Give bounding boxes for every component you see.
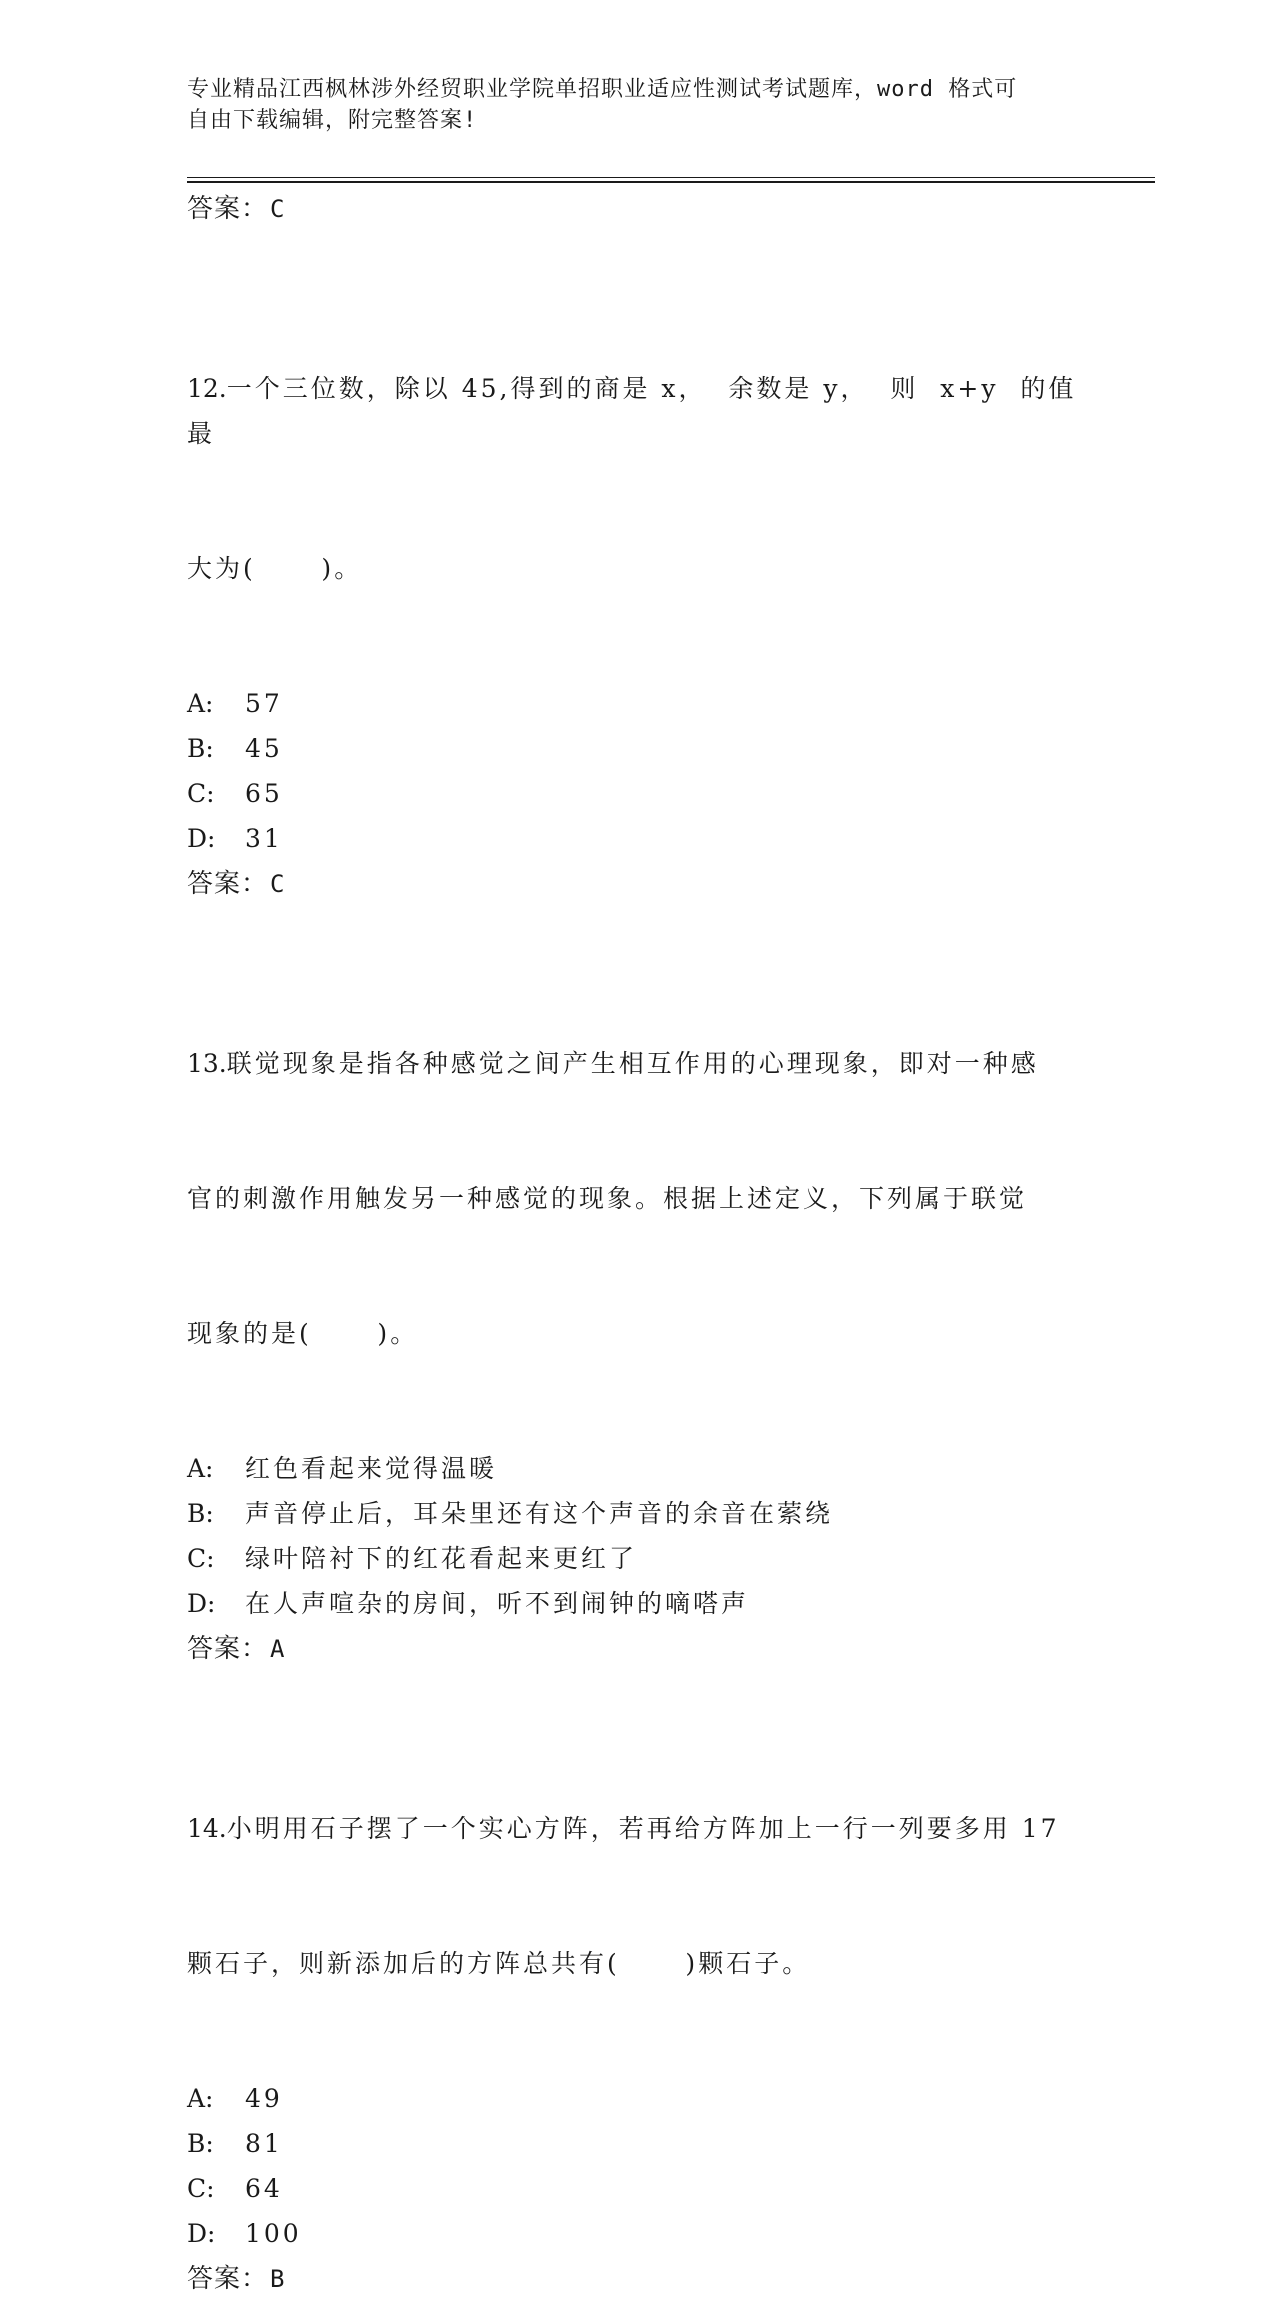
answer-label: 答案： <box>187 1634 269 1664</box>
option-a <box>187 1446 1087 1491</box>
option-label: C: <box>187 779 215 808</box>
question-12 <box>187 276 1087 907</box>
option-d <box>187 816 1087 861</box>
answer-label: 答案： <box>187 194 269 224</box>
question-14 <box>187 1716 1087 2302</box>
option-text: 31 <box>245 824 283 853</box>
option-label: A: <box>187 689 214 718</box>
stem-line: 官的刺激作用触发另一种感觉的现象。根据上述定义，下列属于联觉 <box>187 1184 1028 1213</box>
option-label: C: <box>187 1544 215 1573</box>
option-label: B: <box>187 2129 214 2158</box>
option-label: D: <box>187 824 216 853</box>
header-rule-thin <box>187 177 1155 178</box>
stem-line: 现象的是( )。 <box>187 1319 419 1348</box>
option-c <box>187 1536 1087 1581</box>
question-number: 14. <box>187 1814 227 1843</box>
option-text: 64 <box>245 2174 283 2203</box>
answer-value: C <box>270 195 286 223</box>
option-a <box>187 681 1087 726</box>
option-text: 在人声喧杂的房间，听不到闹钟的嘀嗒声 <box>245 1589 750 1618</box>
option-text: 绿叶陪衬下的红花看起来更红了 <box>245 1544 638 1573</box>
option-text: 49 <box>245 2084 283 2113</box>
option-label: A: <box>187 1454 214 1483</box>
option-c <box>187 771 1087 816</box>
header-rule-thick <box>187 181 1155 183</box>
page-header <box>187 74 1087 136</box>
stem-line: 颗石子，则新添加后的方阵总共有( )颗石子。 <box>187 1949 811 1978</box>
answer-value: C <box>270 870 286 898</box>
question-answer <box>187 861 1087 907</box>
question-stem <box>187 951 1087 1446</box>
header-line-1: 专业精品江西枫林涉外经贸职业学院单招职业适应性测试考试题库，word 格式可 <box>187 77 1018 102</box>
option-label: C: <box>187 2174 215 2203</box>
document-body <box>187 186 1087 2302</box>
option-c <box>187 2166 1087 2211</box>
option-text: 65 <box>245 779 283 808</box>
option-text: 81 <box>245 2129 283 2158</box>
answer-value: A <box>270 1635 286 1663</box>
option-b <box>187 1491 1087 1536</box>
option-text: 100 <box>245 2219 302 2248</box>
option-text: 57 <box>245 689 283 718</box>
question-stem <box>187 276 1087 681</box>
option-text: 红色看起来觉得温暖 <box>245 1454 498 1483</box>
stem-line: 小明用石子摆了一个实心方阵，若再给方阵加上一行一列要多用 17 <box>226 1814 1060 1843</box>
question-answer <box>187 1626 1087 1672</box>
question-stem <box>187 1716 1087 2076</box>
option-label: A: <box>187 2084 214 2113</box>
option-text: 声音停止后，耳朵里还有这个声音的余音在萦绕 <box>245 1499 834 1528</box>
option-label: B: <box>187 734 214 763</box>
header-line-2: 自由下载编辑，附完整答案! <box>187 108 478 133</box>
previous-question-answer <box>187 186 1087 232</box>
answer-label: 答案： <box>187 2264 269 2294</box>
option-d <box>187 2211 1087 2256</box>
option-b <box>187 2121 1087 2166</box>
answer-value: B <box>270 2265 286 2293</box>
option-b <box>187 726 1087 771</box>
option-label: B: <box>187 1499 214 1528</box>
option-label: D: <box>187 1589 216 1618</box>
question-number: 12. <box>187 374 227 403</box>
stem-line: 一个三位数，除以 45,得到的商是 x， 余数是 y， 则 x+y 的值最 <box>187 374 1077 448</box>
stem-line: 联觉现象是指各种感觉之间产生相互作用的心理现象，即对一种感 <box>226 1049 1039 1078</box>
option-label: D: <box>187 2219 216 2248</box>
option-a <box>187 2076 1087 2121</box>
question-13 <box>187 951 1087 1672</box>
question-answer <box>187 2256 1087 2302</box>
option-d <box>187 1581 1087 1626</box>
stem-line: 大为( )。 <box>187 554 363 583</box>
question-number: 13. <box>187 1049 227 1078</box>
answer-label: 答案： <box>187 869 269 899</box>
option-text: 45 <box>245 734 283 763</box>
